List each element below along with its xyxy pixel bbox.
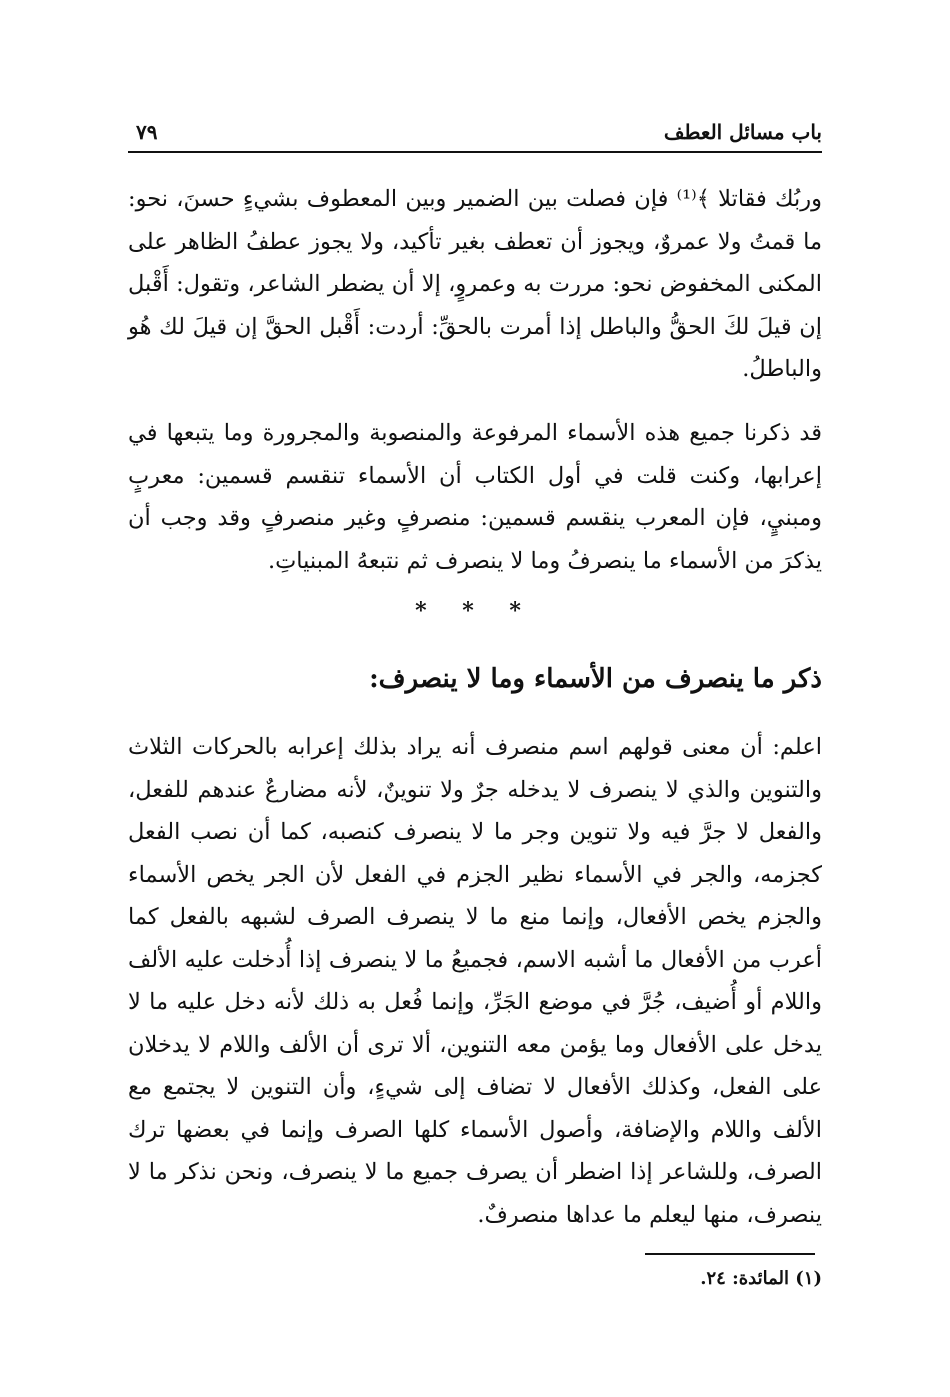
paragraph-2	[128, 412, 822, 582]
paragraph-1	[128, 178, 822, 391]
footnote: (١) المائدة: ٢٤.	[700, 1268, 822, 1289]
section-separator: * * *	[415, 598, 535, 624]
header-rule	[128, 151, 822, 153]
paragraph-1-text: وربُك فقاتلا ﴾⁽¹⁾ فإن فصلت بين الضمير وبين المعطوف بشيءٍ حسنَ، نحو: ما قمتُ ولا عمروٌ، ويجوز أن تعطف بغير تأكيد، ولا يجوز عطفُ الظاهر على المكنى المخفوض نحو: مررت به وعمروٍ، إلا أن يضطر الشاعر، وتقول: أَقْبل إن قيلَ لكَ الحقُّ والباطل إذا أمرت بالحقِّ: أردت: أَقْبل الحقَّ إن قيلَ لك هُو والباطلُ.	[128, 186, 823, 382]
running-header	[128, 118, 822, 152]
paragraph-3	[128, 726, 822, 1236]
footnote-rule	[645, 1253, 815, 1255]
chapter-title: باب مسائل العطف	[663, 120, 822, 144]
section-heading: ذكر ما ينصرف من الأسماء وما لا ينصرف:	[369, 664, 822, 694]
page-number: ٧٩	[136, 120, 158, 144]
paragraph-3-text: اعلم: أن معنى قولهم اسم منصرف أنه يراد بذلك إعرابه بالحركات الثلاث والتنوين والذي لا ينصرف لا يدخله جرٌ ولا تنوينٌ، لأنه مضارعٌ عندهم للفعل، والفعل لا جرَّ فيه ولا تنوين وجر ما لا ينصرف كنصبه، كما أن نصب الفعل كجزمه، والجر في الأسماء نظير الجزم في الفعل لأن الجر يخص الأسماء والجزم يخص الأفعال، وإنما منع ما لا ينصرف الصرف لشبهه بالفعل كما أعرب من الأفعال ما أشبه الاسم، فجميعُ ما لا ينصرف إذا أُدخلت عليه الألف واللام أو أُضيف، جُرَّ في موضع الجَرِّ، وإنما فُعل به ذلك لأنه دخل عليه ما لا يدخل على الأفعال وما يؤمن معه التنوين، ألا ترى أن الألف واللام لا يدخلان على الفعل، وكذلك الأفعال لا تضاف إلى شيءٍ، وأن التنوين لا يجتمع مع الألف واللام والإضافة، وأصول الأسماء كلها الصرف وإنما في بعضها ترك الصرف، وللشاعر إذا اضطر أن يصرف جميع ما لا ينصرف، ونحن نذكر ما لا ينصرف، منها ليعلم ما عداها منصرفٌ.	[128, 734, 822, 1228]
paragraph-2-text: قد ذكرنا جميع هذه الأسماء المرفوعة والمنصوبة والمجرورة وما يتبعها في إعرابها، وكنت قلت في أول الكتاب أن الأسماء تنقسم قسمين: معربٍ ومبنيٍ، فإن المعرب ينقسم قسمين: منصرفٍ وغير منصرفٍ وقد وجب أن يذكرَ من الأسماء ما ينصرفُ وما لا ينصرف ثم نتبعهُ المبنياتِ.	[128, 420, 822, 574]
